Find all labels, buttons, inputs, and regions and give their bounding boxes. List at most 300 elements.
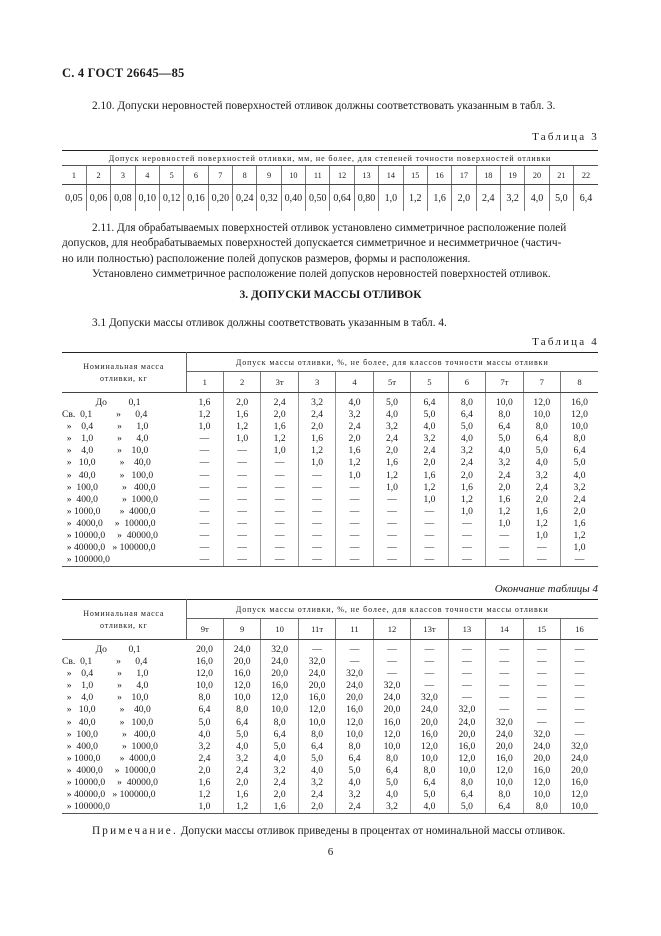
value-cell: 20,0 [223,656,260,668]
value-cell: — [448,530,485,542]
value-cell: 16,0 [411,729,448,741]
class-header-cell: 6 [448,372,485,393]
value-cell: — [561,668,598,680]
value-cell: 4,0 [373,409,410,421]
value-cell: — [373,542,410,554]
table-row [62,680,598,692]
degree-cell: 9 [257,166,281,185]
value-cell: — [336,656,373,668]
value-cell: 12,0 [523,393,560,410]
tolerance-header: Допуск массы отливки, %, не более, для классов точности массы отливки [186,600,598,619]
value-cell: 1,2 [448,494,485,506]
mass-range-cell: » 10000,0 » 40000,0 [62,777,158,789]
value-cell: 1,0 [186,801,223,814]
value-cell: 10,0 [561,421,598,433]
value-cell: — [373,518,410,530]
value-cell: 2,4 [448,457,485,469]
value-cell: — [223,445,260,457]
value-cell: — [298,470,335,482]
value-cell: — [223,542,260,554]
value-cell: 1,0 [411,494,448,506]
class-header-cell: 1 [186,372,223,393]
class-header-cell: 4 [336,372,373,393]
value-cell: — [448,542,485,554]
value-cell: 12,0 [261,692,298,704]
value-cell: — [336,518,373,530]
value-cell: 2,0 [223,393,260,410]
value-cell: 6,4 [523,433,560,445]
value-cell: — [223,482,260,494]
tolerance-cell: 0,24 [233,185,257,212]
value-cell: 12,0 [223,680,260,692]
value-cell: 6,4 [486,801,523,814]
value-cell: 5,0 [373,393,410,410]
value-cell: 24,0 [298,668,335,680]
table-row [62,393,598,410]
value-cell: 5,0 [411,409,448,421]
value-cell: 5,0 [261,741,298,753]
value-cell: 1,6 [448,482,485,494]
value-cell: 1,6 [198,397,211,408]
value-cell: — [199,469,210,481]
value-cell: 24,0 [486,729,523,741]
degree-cell: 1 [62,166,86,185]
value-cell: 8,0 [486,409,523,421]
value-cell: 20,0 [523,753,560,765]
value-cell: 6,4 [198,704,211,716]
paragraph-2-10: 2.10. Допуски неровностей поверхностей отливок должны соответствовать указанным в табл. 3. [92,100,556,112]
value-cell: 4,0 [411,801,448,814]
value-cell: — [448,518,485,530]
tolerance-cell: 0,12 [159,185,183,212]
value-cell: 2,4 [261,393,298,410]
value-cell: — [411,680,448,692]
value-cell: 3,2 [486,457,523,469]
value-cell: — [373,506,410,518]
class-header-cell: 5 [411,372,448,393]
value-cell: 24,0 [223,640,260,657]
value-cell: 1,6 [223,409,260,421]
value-cell: 32,0 [561,741,598,753]
value-cell: 2,0 [223,777,260,789]
value-cell: 10,0 [261,704,298,716]
paragraph-2-11-line: Установлено симметричное расположение полей допусков неровностей поверхностей отливок. [92,268,551,281]
value-cell: 12,0 [448,753,485,765]
value-cell: — [561,640,598,657]
value-cell: — [199,505,210,517]
value-cell: 6,4 [261,729,298,741]
value-cell: — [523,717,560,729]
mass-range-cell: » 40000,0 » 100000,0 [62,542,156,554]
degree-cell: 12 [330,166,354,185]
value-cell: — [411,530,448,542]
value-cell: — [261,494,298,506]
value-cell: — [448,692,485,704]
mass-range-cell: До 0,1 [62,397,141,408]
value-cell: — [561,692,598,704]
mass-range-cell: » 4,0 » 10,0 [62,445,149,457]
value-cell: 20,0 [411,717,448,729]
degree-cell: 17 [452,166,476,185]
paragraph-3-1: 3.1 Допуски массы отливок должны соответствовать указанным в табл. 4. [92,317,447,329]
value-cell: 2,0 [298,421,335,433]
value-cell: 20,0 [561,765,598,777]
value-cell: 1,2 [198,409,211,421]
value-cell: — [448,680,485,692]
table-row [62,704,598,716]
value-cell: 12,0 [373,729,410,741]
value-cell: — [523,668,560,680]
degree-cell: 6 [184,166,208,185]
table-row [62,717,598,729]
value-cell: 4,0 [298,765,335,777]
mass-range-cell: » 10000,0 » 40000,0 [62,530,158,542]
value-cell: — [486,530,523,542]
value-cell: — [411,640,448,657]
tolerance-cell: 0,40 [281,185,305,212]
mass-range-cell: » 1,0 » 4,0 [62,680,149,692]
value-cell: 5,0 [523,445,560,457]
tolerance-cell: 5,0 [549,185,573,212]
value-cell: 8,0 [448,777,485,789]
table3-header: Допуск неровностей поверхностей отливки, мм, не более, для степеней точности поверхностей отливки [62,151,598,166]
table-row [62,457,598,469]
value-cell: 10,0 [486,393,523,410]
value-cell: 3,2 [411,433,448,445]
mass-range-cell: Св. 0,1 » 0,4 [62,656,148,668]
mass-range-cell: » 0,4 » 1,0 [62,668,149,680]
table-3 [62,150,598,211]
mass-range-cell: » 4,0 » 10,0 [62,692,149,704]
degree-cell: 15 [403,166,427,185]
mass-range-cell: » 0,4 » 1,0 [62,421,149,433]
value-cell: 2,0 [373,445,410,457]
class-header-cell: 16 [561,619,598,640]
value-cell: 6,4 [411,393,448,410]
value-cell: 2,4 [336,421,373,433]
value-cell: 10,0 [486,777,523,789]
value-cell: 4,0 [448,433,485,445]
degree-cell: 13 [354,166,378,185]
mass-range-cell: » 100000,0 [62,801,186,814]
value-cell: 32,0 [448,704,485,716]
class-header-cell: 3т [261,372,298,393]
value-cell: 8,0 [448,393,485,410]
mass-range-cell: » 100,0 » 400,0 [62,481,156,493]
value-cell: 1,2 [561,530,598,542]
mass-range-cell: » 10,0 » 40,0 [62,457,151,469]
value-cell: — [223,470,260,482]
value-cell: 3,2 [261,765,298,777]
value-cell: — [561,554,598,567]
tolerance-cell: 1,6 [427,185,451,212]
value-cell: 32,0 [373,680,410,692]
degree-cell: 16 [427,166,451,185]
value-cell: 32,0 [336,668,373,680]
table-row [62,421,598,433]
mass-header-line: Номинальная масса [83,608,165,618]
table-note [92,825,565,837]
value-cell: — [298,640,335,657]
mass-header [62,600,186,640]
value-cell: 2,4 [523,482,560,494]
value-cell: — [223,506,260,518]
degree-cell: 2 [86,166,110,185]
value-cell: 8,0 [561,433,598,445]
value-cell: — [523,680,560,692]
degree-cell: 21 [549,166,573,185]
value-cell: 1,6 [223,789,260,801]
value-cell: 4,0 [223,741,260,753]
value-cell: — [486,704,523,716]
value-cell: 1,6 [523,506,560,518]
value-cell: — [223,494,260,506]
value-cell: 20,0 [448,729,485,741]
value-cell: 2,4 [486,470,523,482]
value-cell: — [561,704,598,716]
value-cell: 8,0 [298,729,335,741]
value-cell: 8,0 [523,801,560,814]
table-row [62,801,598,814]
mass-range-cell: » 1000,0 » 4000,0 [62,752,156,764]
value-cell: 10,0 [523,409,560,421]
value-cell: 6,4 [336,753,373,765]
table-row [62,765,598,777]
value-cell: 3,2 [561,482,598,494]
value-cell: 3,2 [298,777,335,789]
class-header-cell: 15 [523,619,560,640]
mass-range-cell: » 40,0 » 100,0 [62,469,154,481]
value-cell: — [486,692,523,704]
value-cell: 1,6 [486,494,523,506]
value-cell: 24,0 [373,692,410,704]
value-cell: 10,0 [448,765,485,777]
value-cell: 1,2 [486,506,523,518]
value-cell: — [298,530,335,542]
class-header-cell: 8 [561,372,598,393]
mass-range-cell: » 100000,0 [62,554,186,567]
value-cell: — [261,506,298,518]
value-cell: — [411,668,448,680]
value-cell: 1,6 [336,445,373,457]
value-cell: 12,0 [523,777,560,789]
value-cell: 5,0 [561,457,598,469]
table-row [62,433,598,445]
value-cell: 8,0 [411,765,448,777]
value-cell: 3,2 [523,470,560,482]
mass-header-line: отливки, кг [100,373,148,383]
table-row [62,518,598,530]
value-cell: 6,4 [486,421,523,433]
value-cell: 12,0 [561,409,598,421]
value-cell: — [561,729,598,741]
class-header-cell: 7т [486,372,523,393]
value-cell: 5,0 [411,789,448,801]
value-cell: 5,0 [448,801,485,814]
tolerance-cell: 0,64 [330,185,354,212]
paragraph-2-11-line: 2.11. Для обрабатываемых поверхностей отливок установлено симметричное расположение полей [92,222,567,234]
table-row [62,753,598,765]
value-cell: — [261,470,298,482]
value-cell: 1,6 [298,433,335,445]
value-cell: 24,0 [448,717,485,729]
value-cell: 8,0 [523,421,560,433]
class-header-cell: 3 [298,372,335,393]
degree-cell: 8 [233,166,257,185]
value-cell: — [298,506,335,518]
value-cell: 1,0 [298,457,335,469]
value-cell: 2,0 [411,457,448,469]
value-cell: 6,4 [561,445,598,457]
value-cell: 10,0 [223,692,260,704]
value-cell: — [298,554,335,567]
table-row [62,789,598,801]
value-cell: — [486,680,523,692]
value-cell: 3,2 [448,445,485,457]
mass-range-cell: » 40000,0 » 100000,0 [62,789,156,801]
table-row [62,482,598,494]
value-cell: 12,0 [486,765,523,777]
value-cell: 4,0 [198,728,211,740]
value-cell: 1,6 [561,518,598,530]
degree-cell: 20 [525,166,549,185]
value-cell: 10,0 [561,801,598,814]
mass-range-cell: » 400,0 » 1000,0 [62,493,158,505]
degree-cell: 14 [379,166,403,185]
degree-cell: 22 [574,166,598,185]
value-cell: 2,0 [448,470,485,482]
value-cell: 12,0 [561,789,598,801]
value-cell: 4,0 [523,457,560,469]
table-4-end [62,599,598,814]
table-row [62,530,598,542]
table3-caption: Таблица 3 [532,131,599,143]
paragraph-2-11-line: но или полностью) расположение полей допусков размеров, формы и расположения. [62,252,471,265]
value-cell: 16,0 [336,704,373,716]
value-cell: 2,0 [486,482,523,494]
mass-range-cell: До 0,1 [62,644,141,655]
class-header-cell: 5т [373,372,410,393]
class-header-cell: 12 [373,619,410,640]
value-cell: — [336,506,373,518]
value-cell: 10,0 [298,717,335,729]
value-cell: 4,0 [336,393,373,410]
value-cell: — [486,656,523,668]
value-cell: 2,4 [561,494,598,506]
table-row [62,729,598,741]
value-cell: 10,0 [196,680,213,692]
value-cell: 16,0 [373,717,410,729]
value-cell: 2,4 [411,445,448,457]
value-cell: 12,0 [298,704,335,716]
mass-range-cell: » 4000,0 » 10000,0 [62,764,156,776]
value-cell: 3,2 [223,753,260,765]
class-header-cell: 11т [298,619,335,640]
value-cell: — [373,656,410,668]
value-cell: 2,0 [261,409,298,421]
table4-caption: Таблица 4 [532,336,599,348]
value-cell: 16,0 [261,680,298,692]
value-cell: — [373,530,410,542]
table-row [62,409,598,421]
value-cell: 3,2 [373,421,410,433]
value-cell: — [261,457,298,469]
value-cell: 2,4 [223,765,260,777]
value-cell: — [448,554,485,567]
tolerance-cell: 0,06 [86,185,110,212]
value-cell: — [199,433,210,445]
value-cell: 1,0 [223,433,260,445]
value-cell: 2,0 [261,789,298,801]
value-cell: — [261,542,298,554]
value-cell: 4,0 [261,753,298,765]
mass-range-cell: » 1,0 » 4,0 [62,433,149,445]
value-cell: — [298,494,335,506]
value-cell: 24,0 [336,680,373,692]
table-row [62,656,598,668]
value-cell: 1,2 [336,457,373,469]
value-cell: 2,4 [261,777,298,789]
class-header-cell: 11 [336,619,373,640]
table-4 [62,352,598,567]
value-cell: 5,0 [486,433,523,445]
value-cell: 8,0 [373,753,410,765]
value-cell: — [298,542,335,554]
value-cell: — [298,482,335,494]
mass-header-line: отливки, кг [100,620,148,630]
value-cell: 6,4 [373,765,410,777]
value-cell: — [261,554,298,567]
value-cell: 6,4 [448,789,485,801]
degree-cell: 7 [208,166,232,185]
degree-cell: 11 [306,166,330,185]
value-cell: 32,0 [523,729,560,741]
degree-cell: 10 [281,166,305,185]
tolerance-cell: 0,08 [111,185,135,212]
value-cell: — [373,668,410,680]
value-cell: 2,4 [336,801,373,814]
value-cell: 2,4 [298,409,335,421]
value-cell: — [523,704,560,716]
value-cell: — [411,506,448,518]
degree-cell: 4 [135,166,159,185]
mass-range-cell: » 1000,0 » 4000,0 [62,505,156,517]
value-cell: — [199,493,210,505]
value-cell: — [486,554,523,567]
tolerance-cell: 1,2 [403,185,427,212]
value-cell: 1,0 [486,518,523,530]
value-cell: 8,0 [223,704,260,716]
value-cell: 20,0 [336,692,373,704]
paragraph-2-11 [62,221,600,283]
tolerance-cell: 4,0 [525,185,549,212]
page-number: 6 [327,846,334,858]
value-cell: — [199,457,210,469]
value-cell: 24,0 [561,753,598,765]
value-cell: 1,2 [198,789,211,801]
value-cell: — [298,518,335,530]
value-cell: 32,0 [411,692,448,704]
tolerance-cell: 3,2 [500,185,524,212]
value-cell: — [199,445,210,457]
table-row [62,506,598,518]
value-cell: 3,2 [336,789,373,801]
value-cell: 1,6 [198,777,211,789]
value-cell: 10,0 [523,789,560,801]
value-cell: 1,0 [448,506,485,518]
value-cell: — [223,554,260,567]
note-label: Примечание. [92,825,178,837]
